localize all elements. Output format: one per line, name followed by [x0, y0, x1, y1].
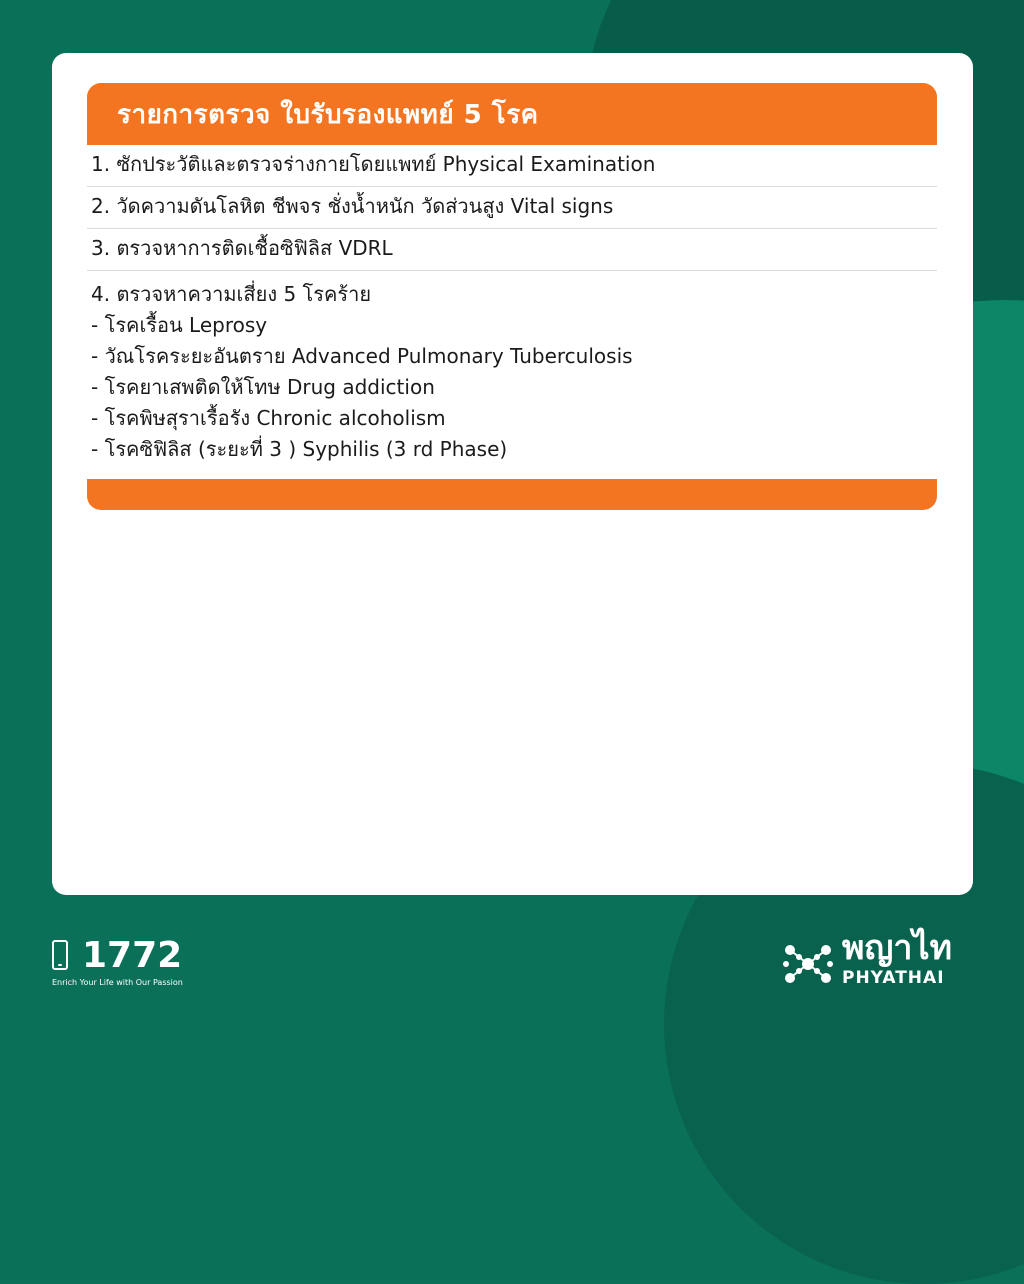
- table-row: [87, 145, 937, 187]
- item-text: 3. ตรวจหาการติดเชื้อซิฟิลิส VDRL: [91, 236, 393, 260]
- sub-item: - วัณโรคระยะอันตราย Advanced Pulmonary Tuberculosis: [91, 344, 633, 368]
- content-card: [52, 53, 973, 895]
- phyathai-molecule-logo-icon: [782, 942, 834, 986]
- sub-item: - โรคซิฟิลิส (ระยะที่ 3 ) Syphilis (3 rd Phase): [91, 437, 508, 461]
- table-title: รายการตรวจ ใบรับรองแพทย์ 5 โรค: [117, 99, 539, 130]
- item-text: 1. ซักประวัติและตรวจร่างกายโดยแพทย์ Physical Examination: [91, 152, 656, 176]
- table-row: [87, 187, 937, 229]
- checkup-table: [87, 83, 937, 510]
- table-row: [87, 271, 937, 479]
- hotline-number: 1772: [82, 935, 183, 976]
- logo-text-thai: พญาไท: [842, 928, 952, 968]
- hotline-block: [52, 936, 212, 996]
- brand-logo: [782, 928, 982, 992]
- table-header: [87, 83, 937, 145]
- sub-item: - โรคพิษสุราเรื้อรัง Chronic alcoholism: [91, 406, 446, 430]
- phone-icon: [52, 940, 68, 970]
- sub-item: - โรคยาเสพติดให้โทษ Drug addiction: [91, 375, 435, 399]
- table-footer-bar: [87, 479, 937, 510]
- item-text: 2. วัดความดันโลหิต ชีพจร ชั่งน้ำหนัก วัดส่วนสูง Vital signs: [91, 194, 614, 218]
- tagline: Enrich Your Life with Our Passion: [52, 978, 183, 987]
- sub-item: - โรคเรื้อน Leprosy: [91, 313, 268, 337]
- item-heading: 4. ตรวจหาความเสี่ยง 5 โรคร้าย: [91, 282, 372, 306]
- logo-text-english: PHYATHAI: [842, 968, 945, 988]
- table-row: [87, 229, 937, 271]
